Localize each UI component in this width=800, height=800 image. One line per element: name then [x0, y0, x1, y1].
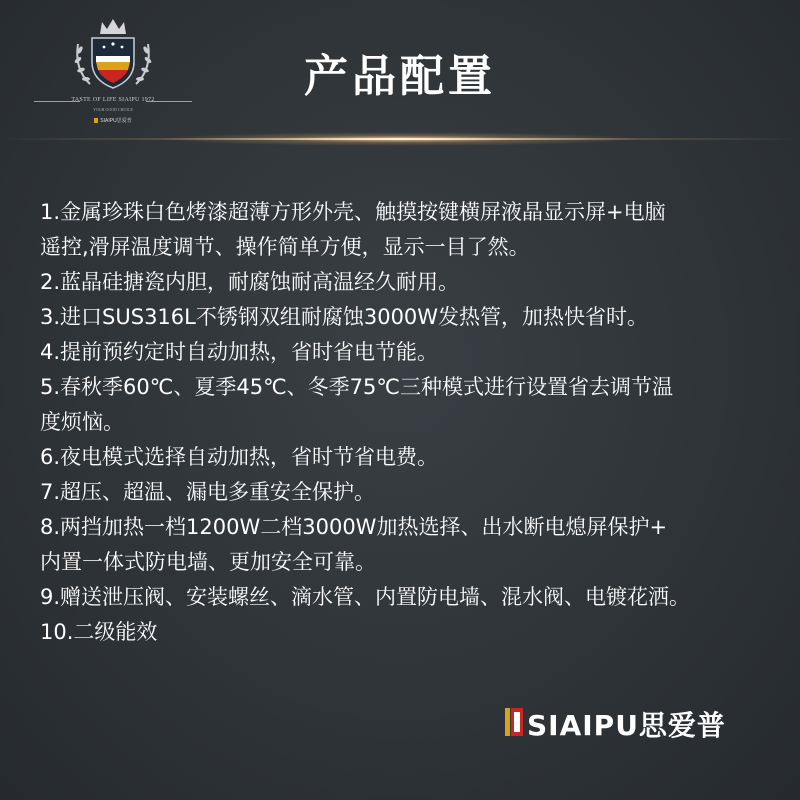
brand-mark-icon — [505, 708, 523, 736]
footer-brand-name: SIAIPU思爱普 — [527, 709, 726, 742]
feature-line: 度烦恼。 — [40, 410, 124, 434]
title-divider-line — [0, 138, 800, 140]
feature-line: 9.赠送泄压阀、安装螺丝、滴水管、内置防电墙、混水阀、电镀花洒。 — [40, 585, 691, 609]
crest-motto: TASTE OF LIFE SIAIPU 1972 — [71, 97, 155, 103]
footer-brand — [505, 702, 760, 740]
feature-line: 遥控,滑屏温度调节、操作简单方便，显示一目了然。 — [40, 235, 530, 259]
feature-line: 2.蓝晶硅搪瓷内胆，耐腐蚀耐高温经久耐用。 — [40, 270, 460, 294]
mini-brand-mark-icon — [94, 118, 98, 123]
crest-sub-motto: YOUR GOOD CHOICE — [93, 107, 133, 112]
feature-line: 7.超压、超温、漏电多重安全保护。 — [40, 480, 376, 504]
feature-line: 1.金属珍珠白色烤漆超薄方形外壳、触摸按键横屏液晶显示屏+电脑 — [40, 200, 666, 224]
feature-line: 6.夜电模式选择自动加热，省时节省电费。 — [40, 445, 439, 469]
feature-line: 内置一体式防电墙、更加安全可靠。 — [40, 550, 376, 574]
feature-line: 4.提前预约定时自动加热，省时省电节能。 — [40, 340, 439, 364]
feature-list — [40, 195, 780, 650]
page-title: 产品配置 — [304, 51, 496, 102]
crest-mini-brand — [28, 117, 198, 124]
feature-line: 8.两挡加热一档1200W二档3000W加热选择、出水断电熄屏保护+ — [40, 515, 668, 539]
feature-line: 5.春秋季60℃、夏季45℃、冬季75℃三种模式进行设置省去调节温 — [40, 375, 673, 399]
feature-line: 10.二级能效 — [40, 620, 158, 644]
feature-line: 3.进口SUS316L不锈钢双组耐腐蚀3000W发热管，加热快省时。 — [40, 305, 649, 329]
crest-mini-brand-label: SIAIPU思爱普 — [100, 118, 132, 124]
